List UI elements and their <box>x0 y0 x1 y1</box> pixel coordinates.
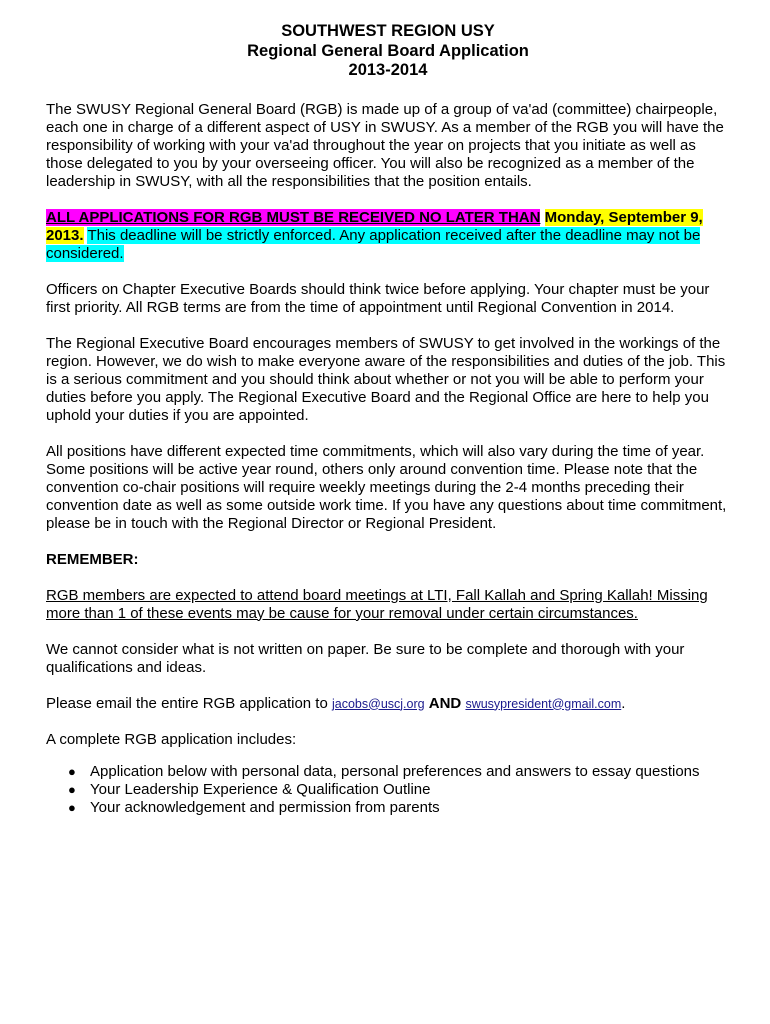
paper-paragraph: We cannot consider what is not written on paper. Be sure to be complete and thorough with your qualifications and ideas. <box>46 640 685 676</box>
encourage-paragraph: The Regional Executive Board encourages members of SWUSY to get involved in the workings of the region. However, we do wish to make everyone aware of the responsibilities and duties of the job. This is a serious commitment and you should think about whether or not you will be able to perform your duties before you apply. The Regional Executive Board and the Regional Office are here to help you uphold your duties if you are appointed. <box>46 334 726 424</box>
time-commitment-paragraph: All positions have different expected time commitments, which will also vary during the time of year. Some positions will be active year round, others only around convention time. Please note that the convention co-chair positions will require weekly meetings during the 2-4 months preceding their convention date as well as some outside work time. If you have any questions about time commitment, please be in touch with the Regional Director or Regional President. <box>46 442 727 532</box>
region-title: SOUTHWEST REGION USY <box>281 22 495 40</box>
bullet-icon: ● <box>68 763 76 779</box>
email-link-jacobs[interactable]: jacobs@uscj.org <box>332 696 425 711</box>
remember-paragraph: RGB members are expected to attend board meetings at LTI, Fall Kallah and Spring Kallah! Missing more than 1 of these events may be cause for your removal under certain circumstances. <box>46 586 708 622</box>
deadline-lead: ALL APPLICATIONS FOR RGB MUST BE RECEIVED NO LATER THAN <box>46 208 541 226</box>
list-item: ● Your acknowledgement and permission from parents <box>68 798 440 816</box>
list-item: ● Application below with personal data, personal preferences and answers to essay questions <box>68 762 700 780</box>
intro-paragraph: The SWUSY Regional General Board (RGB) is made up of a group of va'ad (committee) chairpeople, each one in charge of a different aspect of USY in SWUSY. As a member of the RGB you will have the responsibility of working with your va'ad throughout the year on projects that you initiate as well as those delegated to you by your overseeing officer. You will also be recognized as a member of the leadership in SWUSY, with all the responsibilities that the position entails. <box>46 100 724 190</box>
email-suffix: . <box>621 694 626 712</box>
remember-heading: REMEMBER: <box>46 550 139 568</box>
application-title: Regional General Board Application <box>247 41 529 60</box>
bullet-icon: ● <box>68 799 76 815</box>
email-paragraph <box>46 695 730 713</box>
document-header <box>46 22 730 81</box>
deadline-enforcement: This deadline will be strictly enforced. Any application received after the deadline may not be considered. <box>46 226 701 262</box>
requirements-list <box>46 763 730 817</box>
deadline-date: Monday, September 9, <box>544 208 703 226</box>
email-link-president[interactable]: swusypresident@gmail.com <box>465 696 622 711</box>
list-item: ● Your Leadership Experience & Qualification Outline <box>68 780 431 798</box>
deadline-paragraph <box>46 209 730 263</box>
deadline-year: 2013. <box>46 226 84 244</box>
email-prefix: Please email the entire RGB application to <box>46 694 328 712</box>
includes-heading: A complete RGB application includes: <box>46 730 297 748</box>
officers-paragraph: Officers on Chapter Executive Boards should think twice before applying. Your chapter must be your first priority. All RGB terms are from the time of appointment until Regional Convention in 2014. <box>46 280 710 316</box>
bullet-icon: ● <box>68 781 76 797</box>
year-title: 2013-2014 <box>348 61 428 79</box>
email-and: AND <box>428 694 462 712</box>
